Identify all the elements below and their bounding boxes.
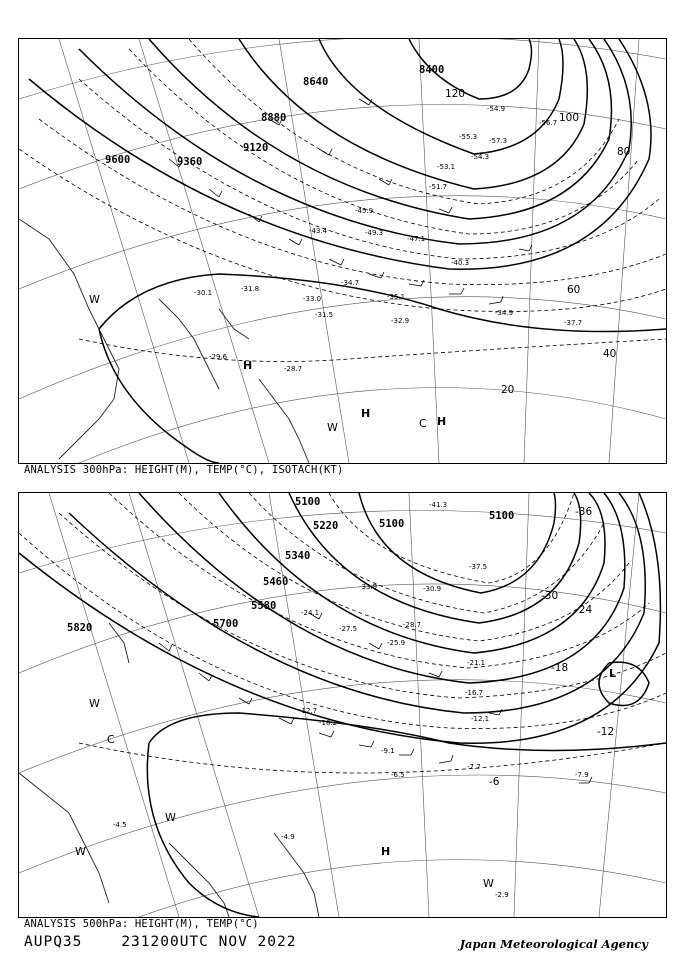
wind-barbs <box>159 613 592 783</box>
temp-label: -54.3 <box>471 153 490 161</box>
temp-label: -4.9 <box>281 833 295 841</box>
temp-label: -30.9 <box>423 585 442 593</box>
temp-label: -57.3 <box>489 137 508 145</box>
height-label: 5100 <box>295 496 321 508</box>
height-label: 8880 <box>261 112 287 124</box>
temp-label: -55.3 <box>459 133 478 141</box>
temp-label: -34.7 <box>341 279 360 287</box>
coastline <box>19 219 309 463</box>
temp-label: -29.6 <box>209 353 228 361</box>
isotach-label: 100 <box>559 112 580 124</box>
temp-label: -18.2 <box>319 719 338 727</box>
analysis-500hpa-svg <box>19 493 666 917</box>
isotach-label: 20 <box>501 384 515 396</box>
height-label: 5820 <box>67 622 93 634</box>
height-label: 9360 <box>177 156 203 168</box>
temp-label: -25.9 <box>387 639 406 647</box>
agency-name: Japan Meteorological Agency <box>459 937 648 951</box>
isotherm-label: -18 <box>551 662 569 674</box>
warm-symbol: W <box>75 845 86 858</box>
temp-label: -41.3 <box>429 501 448 509</box>
caption-300hpa: ANALYSIS 300hPa: HEIGHT(M), TEMP(°C), ISOTACH(KT) <box>24 464 344 476</box>
temp-label: -12.1 <box>471 715 490 723</box>
temp-label: -2.9 <box>495 891 509 899</box>
isotherm-label: -24 <box>575 604 593 616</box>
temp-label: -49.3 <box>365 229 384 237</box>
temp-label: -33.9 <box>359 583 378 591</box>
temp-label: -40.3 <box>451 259 470 267</box>
height-label: 8640 <box>303 76 329 88</box>
isotherm-label: -12 <box>597 726 615 738</box>
cold-symbol: C <box>419 417 427 430</box>
isotherm-label: -30 <box>541 590 559 602</box>
warm-symbol: W <box>483 877 494 890</box>
temp-label: -51.7 <box>429 183 448 191</box>
low-symbol: L <box>609 667 617 680</box>
high-symbol: H <box>381 845 391 858</box>
bulletin-datetime: 231200UTC NOV 2022 <box>121 934 297 950</box>
graticule <box>19 39 666 463</box>
temp-label: -12.7 <box>299 707 318 715</box>
warm-symbol: W <box>89 293 100 306</box>
temp-label: -35.1 <box>387 293 406 301</box>
temp-label: -31.8 <box>241 285 260 293</box>
isotach-label: 40 <box>603 348 617 360</box>
bulletin-header <box>24 934 296 950</box>
temp-label: -32.9 <box>391 317 410 325</box>
height-labels <box>67 496 514 634</box>
temp-label: -7.7 <box>467 763 481 771</box>
height-label: 9120 <box>243 142 269 154</box>
temp-label: -24.1 <box>301 609 320 617</box>
warm-symbol: W <box>327 421 338 434</box>
temp-label: -54.9 <box>487 105 506 113</box>
height-contours <box>19 493 666 917</box>
temp-label: -7.9 <box>575 771 589 779</box>
isotherm-label: -6 <box>489 776 500 788</box>
temp-label: -37.5 <box>469 563 488 571</box>
graticule <box>19 493 666 917</box>
temp-label: -30.1 <box>194 289 213 297</box>
warm-symbol: W <box>89 697 100 710</box>
temp-label: -53.1 <box>437 163 456 171</box>
temp-label: -16.7 <box>465 689 484 697</box>
high-symbol: H <box>361 407 371 420</box>
analysis-300hpa-map <box>18 38 667 464</box>
temp-label: -9.1 <box>381 747 395 755</box>
isotach-label: 120 <box>445 88 466 100</box>
height-label: 9600 <box>105 154 131 166</box>
height-contours <box>29 39 666 463</box>
temp-label: -31.5 <box>315 311 334 319</box>
height-label: 5100 <box>379 518 405 530</box>
temp-label: -28.7 <box>403 621 422 629</box>
temp-label: -56.7 <box>539 119 558 127</box>
temp-label: -27.5 <box>339 625 358 633</box>
high-symbol: H <box>243 359 253 372</box>
temp-label: -33.0 <box>303 295 322 303</box>
analysis-300hpa-svg <box>19 39 666 463</box>
height-label: 8400 <box>419 64 445 76</box>
height-label: 5220 <box>313 520 339 532</box>
warm-symbol: W <box>165 811 176 824</box>
height-label: 5340 <box>285 550 311 562</box>
temp-label: -34.9 <box>495 309 514 317</box>
temp-label: -28.7 <box>284 365 303 373</box>
isotach-label: 80 <box>617 146 631 158</box>
pressure-symbols <box>75 667 616 890</box>
temp-label: -4.5 <box>113 821 127 829</box>
temp-label: -21.1 <box>467 659 486 667</box>
height-label: 5580 <box>251 600 277 612</box>
caption-500hpa: ANALYSIS 500hPa: HEIGHT(M), TEMP(°C) <box>24 918 259 930</box>
temperature-labels <box>113 501 589 899</box>
isotach-label: 60 <box>567 284 581 296</box>
temp-label: -43.4 <box>309 227 328 235</box>
pressure-symbols <box>89 293 446 434</box>
analysis-500hpa-map <box>18 492 667 918</box>
height-label: 5700 <box>213 618 239 630</box>
temp-label: -6.5 <box>391 771 405 779</box>
high-symbol: H <box>437 415 447 428</box>
temp-label: -45.9 <box>355 207 374 215</box>
temp-label: -47.1 <box>407 235 426 243</box>
height-label: 5460 <box>263 576 289 588</box>
isotach-contours <box>19 39 666 362</box>
isotherm-label: -36 <box>575 506 593 518</box>
cold-symbol: C <box>107 733 115 746</box>
bulletin-code: AUPQ35 <box>24 934 83 950</box>
height-label: 5100 <box>489 510 515 522</box>
temp-label: -37.7 <box>564 319 583 327</box>
